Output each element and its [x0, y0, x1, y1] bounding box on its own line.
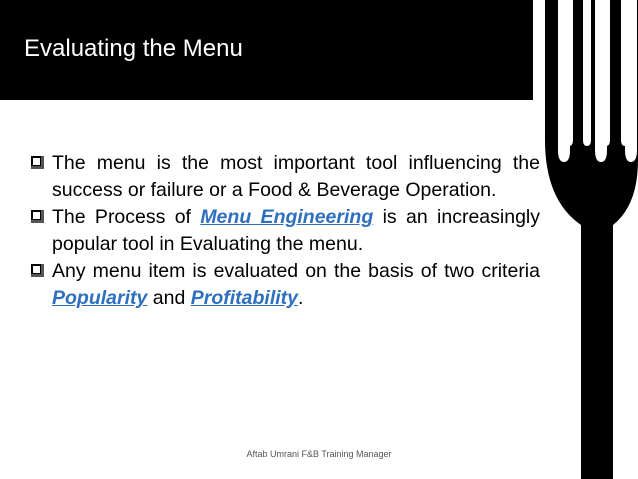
bullet-text-suffix: is an increasingly popular tool in Evaluating the menu.: [52, 206, 540, 255]
square-checkbox-icon: [31, 210, 44, 223]
highlight-profitability[interactable]: Profitability: [190, 287, 298, 309]
bullet-text-prefix: The Process of: [52, 206, 201, 228]
highlight-popularity[interactable]: Popularity: [52, 287, 148, 309]
slide-title: Evaluating the Menu: [24, 35, 243, 62]
bullet-item: [30, 204, 540, 258]
square-checkbox-icon: [31, 156, 44, 169]
bullet-item: [30, 150, 540, 204]
bullet-list: [30, 150, 540, 312]
bullet-text-prefix: Any menu item is evaluated on the basis of two criteria: [52, 260, 540, 282]
highlight-menu-engineering[interactable]: Menu Engineering: [200, 206, 374, 228]
footer-text: Aftab Umrani F&B Training Manager: [246, 449, 392, 459]
square-checkbox-icon: [31, 264, 44, 277]
bullet-text: The menu is the most important tool influencing the success or failure or a Food & Beverage Operation.: [52, 152, 540, 201]
fork-icon: [533, 0, 638, 479]
bullet-text-middle: and: [147, 287, 191, 309]
bullet-text-suffix: .: [298, 287, 304, 309]
title-bar: [0, 0, 533, 100]
bullet-item: [30, 258, 540, 312]
